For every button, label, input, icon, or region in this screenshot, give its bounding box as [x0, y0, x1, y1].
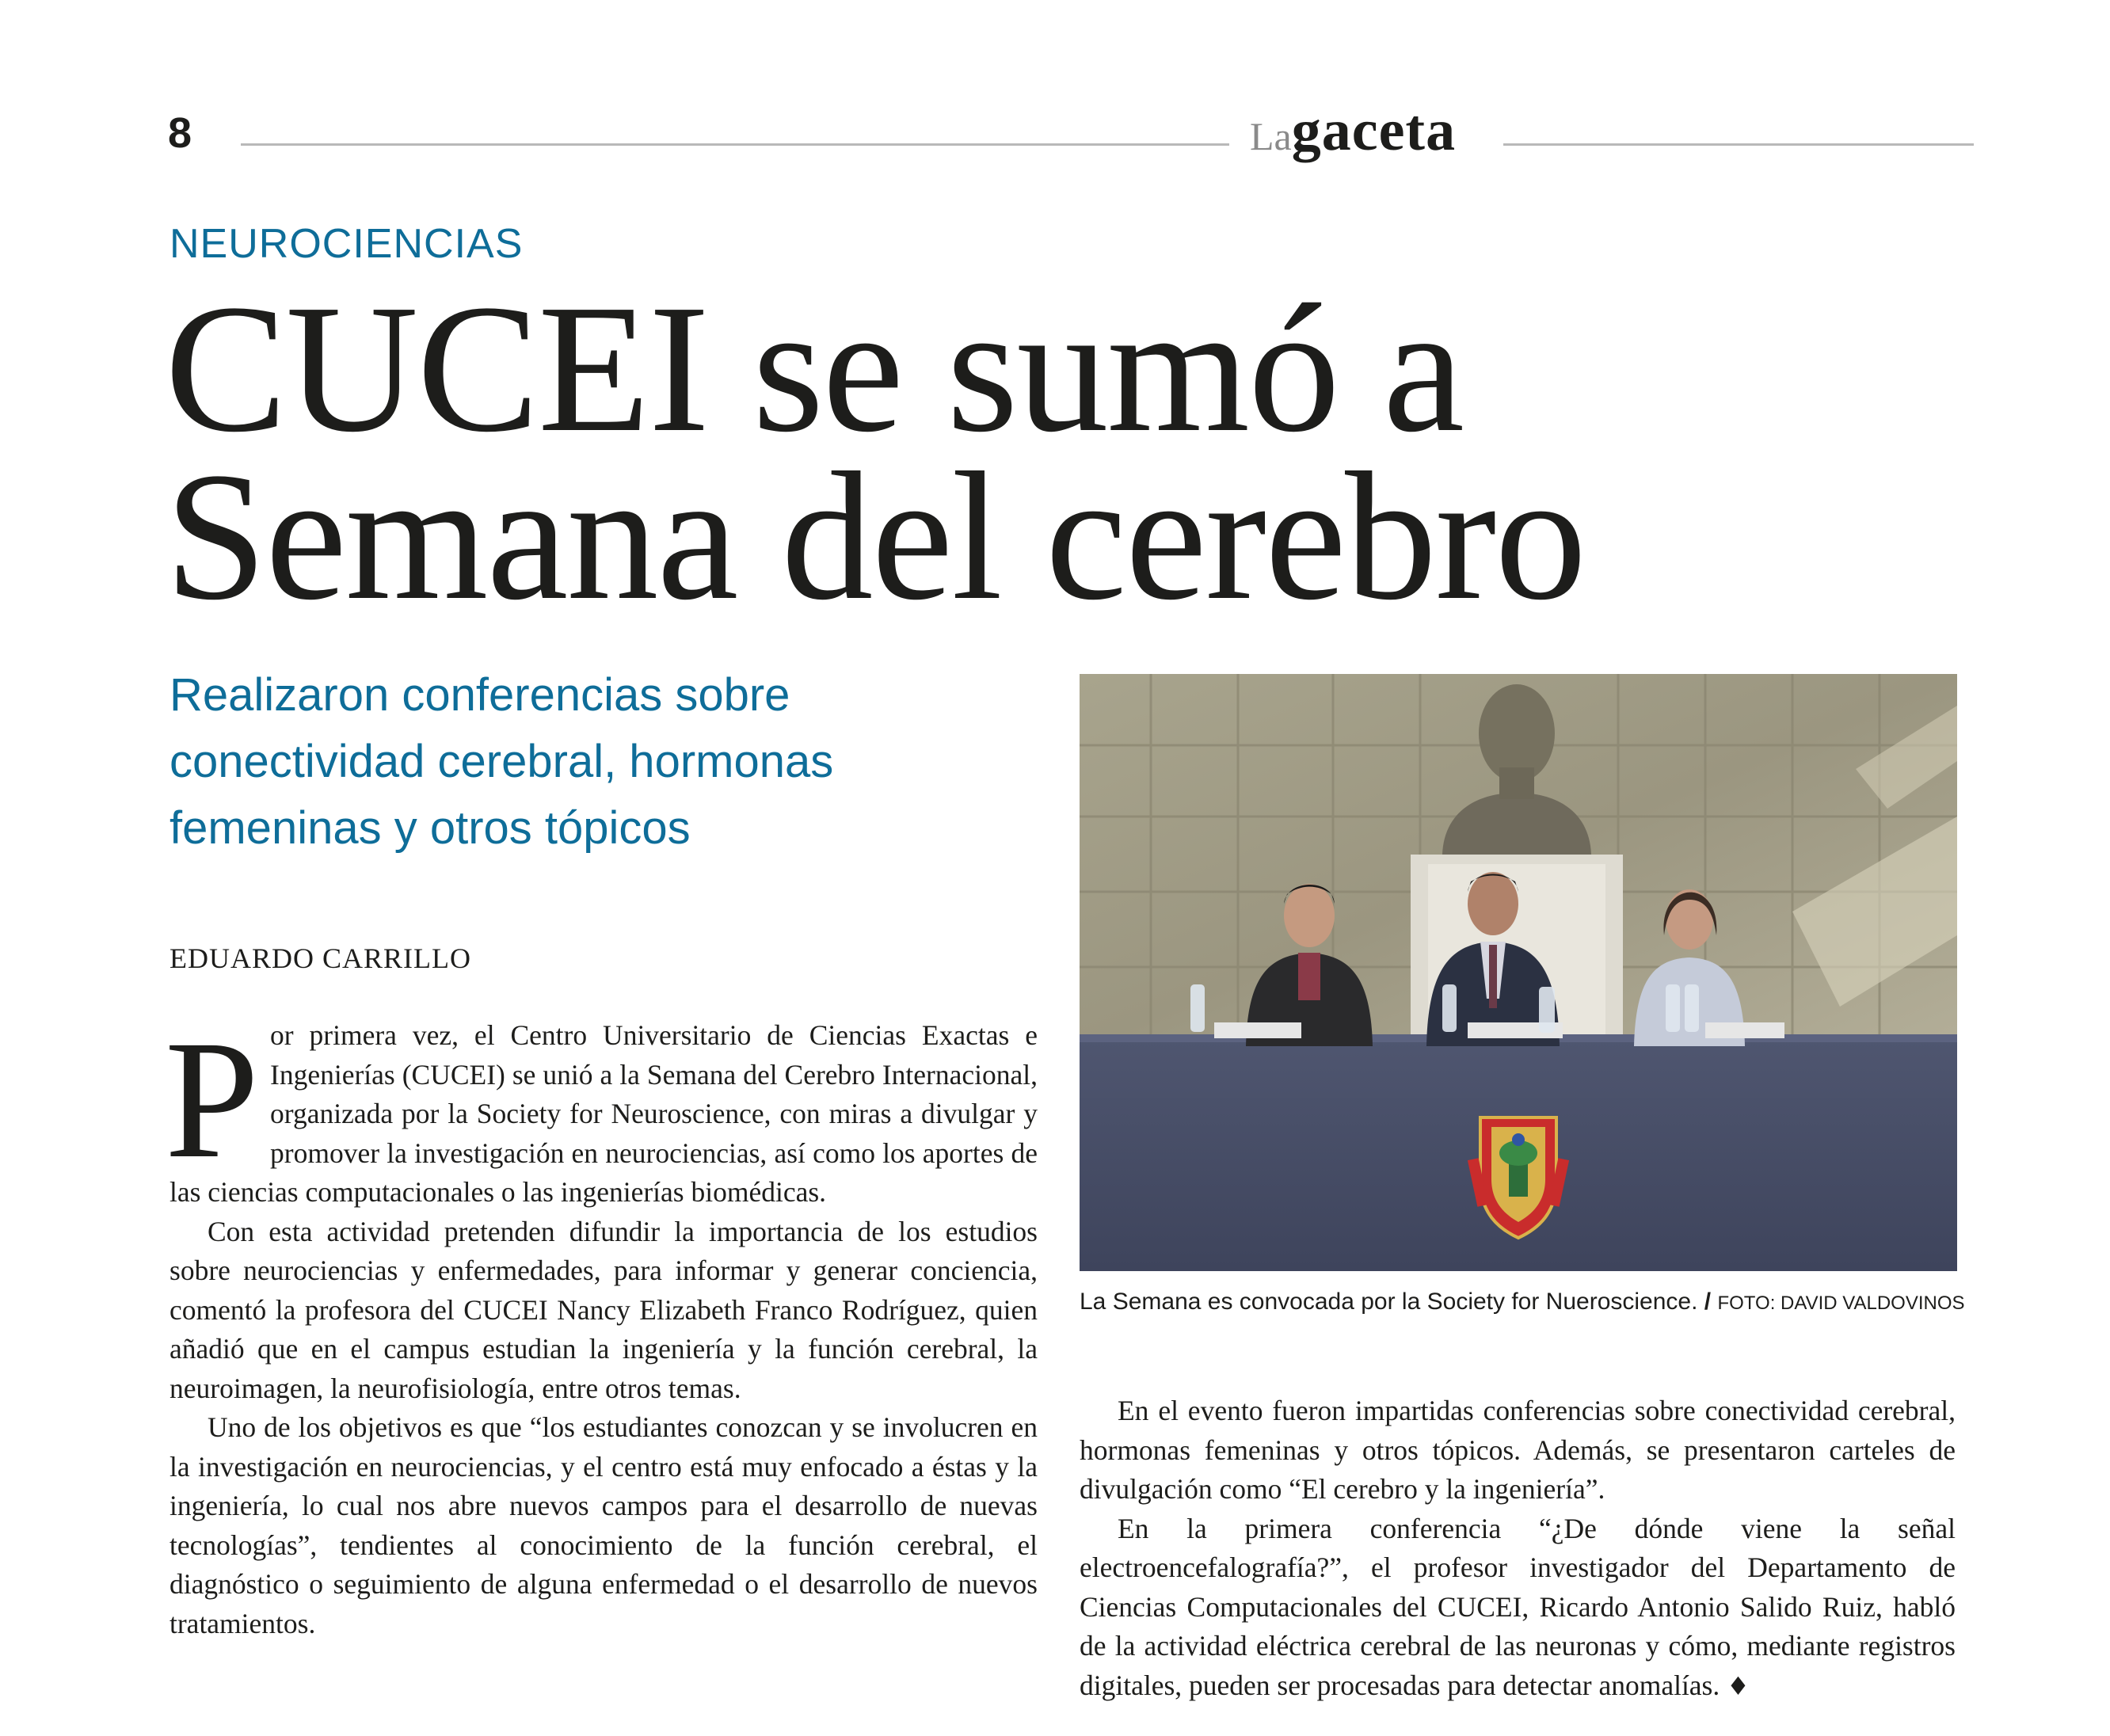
end-mark-icon: ♦	[1727, 1670, 1750, 1701]
body-column-2	[1080, 1391, 1956, 1706]
body-paragraph-2: Con esta actividad pretenden difundir la importancia de los estudios sobre neurociencias y enfermedades, para informar y generar conciencia, comentó la profesora del CUCEI Nancy Elizabeth Franco Rodríguez, quien añadió que en el campus estudian la ingeniería y la función cerebral, la neuroimagen, la neurofisiología, entre otros temas.	[169, 1215, 1038, 1404]
masthead-gaceta: gaceta	[1291, 98, 1457, 163]
headline-line-1: CUCEI se sumó a	[165, 267, 1463, 470]
section-label: NEUROCIENCIAS	[169, 221, 524, 267]
body-paragraph-3: Uno de los objetivos es que “los estudiantes conozcan y se involucren en la investigación en neurociencias, y el centro está muy enfocado a éstas y la ingeniería, lo cual nos abre nuevos campos para el desarrollo de nuevas tecnologías”, tendientes al conocimiento de la función cerebral, el diagnóstico o seguimiento de alguna enfermedad o el desarrollo de nuevos tratamientos.	[169, 1411, 1038, 1639]
header-rule-left	[241, 143, 1229, 146]
page-number: 8	[168, 109, 192, 157]
deck-subtitle: Realizaron conferencias sobre conectividad cerebral, hormonas femeninas y otros tópicos	[169, 669, 834, 854]
masthead-la: La	[1250, 114, 1292, 158]
drop-cap: P	[165, 1006, 260, 1194]
header-rule-right	[1503, 143, 1974, 146]
caption-text: La Semana es convocada por la Society for Nueroscience.	[1080, 1289, 1698, 1315]
masthead-logo	[1250, 95, 1456, 182]
photo-credit: FOTO: DAVID VALDOVINOS	[1717, 1292, 1965, 1314]
headline	[165, 267, 1986, 638]
photo-caption: La Semana es convocada por la Society for Nueroscience. / FOTO: DAVID VALDOVINOS	[1080, 1289, 1965, 1315]
body-paragraph-5: En la primera conferencia “¿De dónde viene la señal electroencefalografía?”, el profesor investigador del Departamento de Ciencias Computacionales del CUCEI, Ricardo Antonio Salido Ruiz, habló de la actividad eléctrica cerebral de las neuronas y cómo, mediante registros digitales, pueden ser procesadas para detectar anomalías. ♦	[1080, 1512, 1956, 1701]
event-photo	[1080, 674, 1957, 1271]
headline-line-2: Semana del cerebro	[165, 435, 1586, 638]
event-photo-illustration	[1080, 674, 1957, 1271]
body-column-1	[165, 1006, 1038, 1643]
body-paragraph-1: Por primera vez, el Centro Universitario de Ciencias Exactas e Ingenierías (CUCEI) se unió a la Semana del Cerebro Internacional, organizada por la Society for Neuroscience, con miras a divulgar y promover la investigación en neurociencias, así como los aportes de las ciencias computacionales o las ingenierías biomédicas.	[165, 1006, 1038, 1208]
body-paragraph-4: En el evento fueron impartidas conferencias sobre conectividad cerebral, hormonas femeninas y otros tópicos. Además, se presentaron carteles de divulgación como “El cerebro y la ingeniería”.	[1080, 1395, 1956, 1505]
byline: EDUARDO CARRILLO	[169, 942, 471, 974]
